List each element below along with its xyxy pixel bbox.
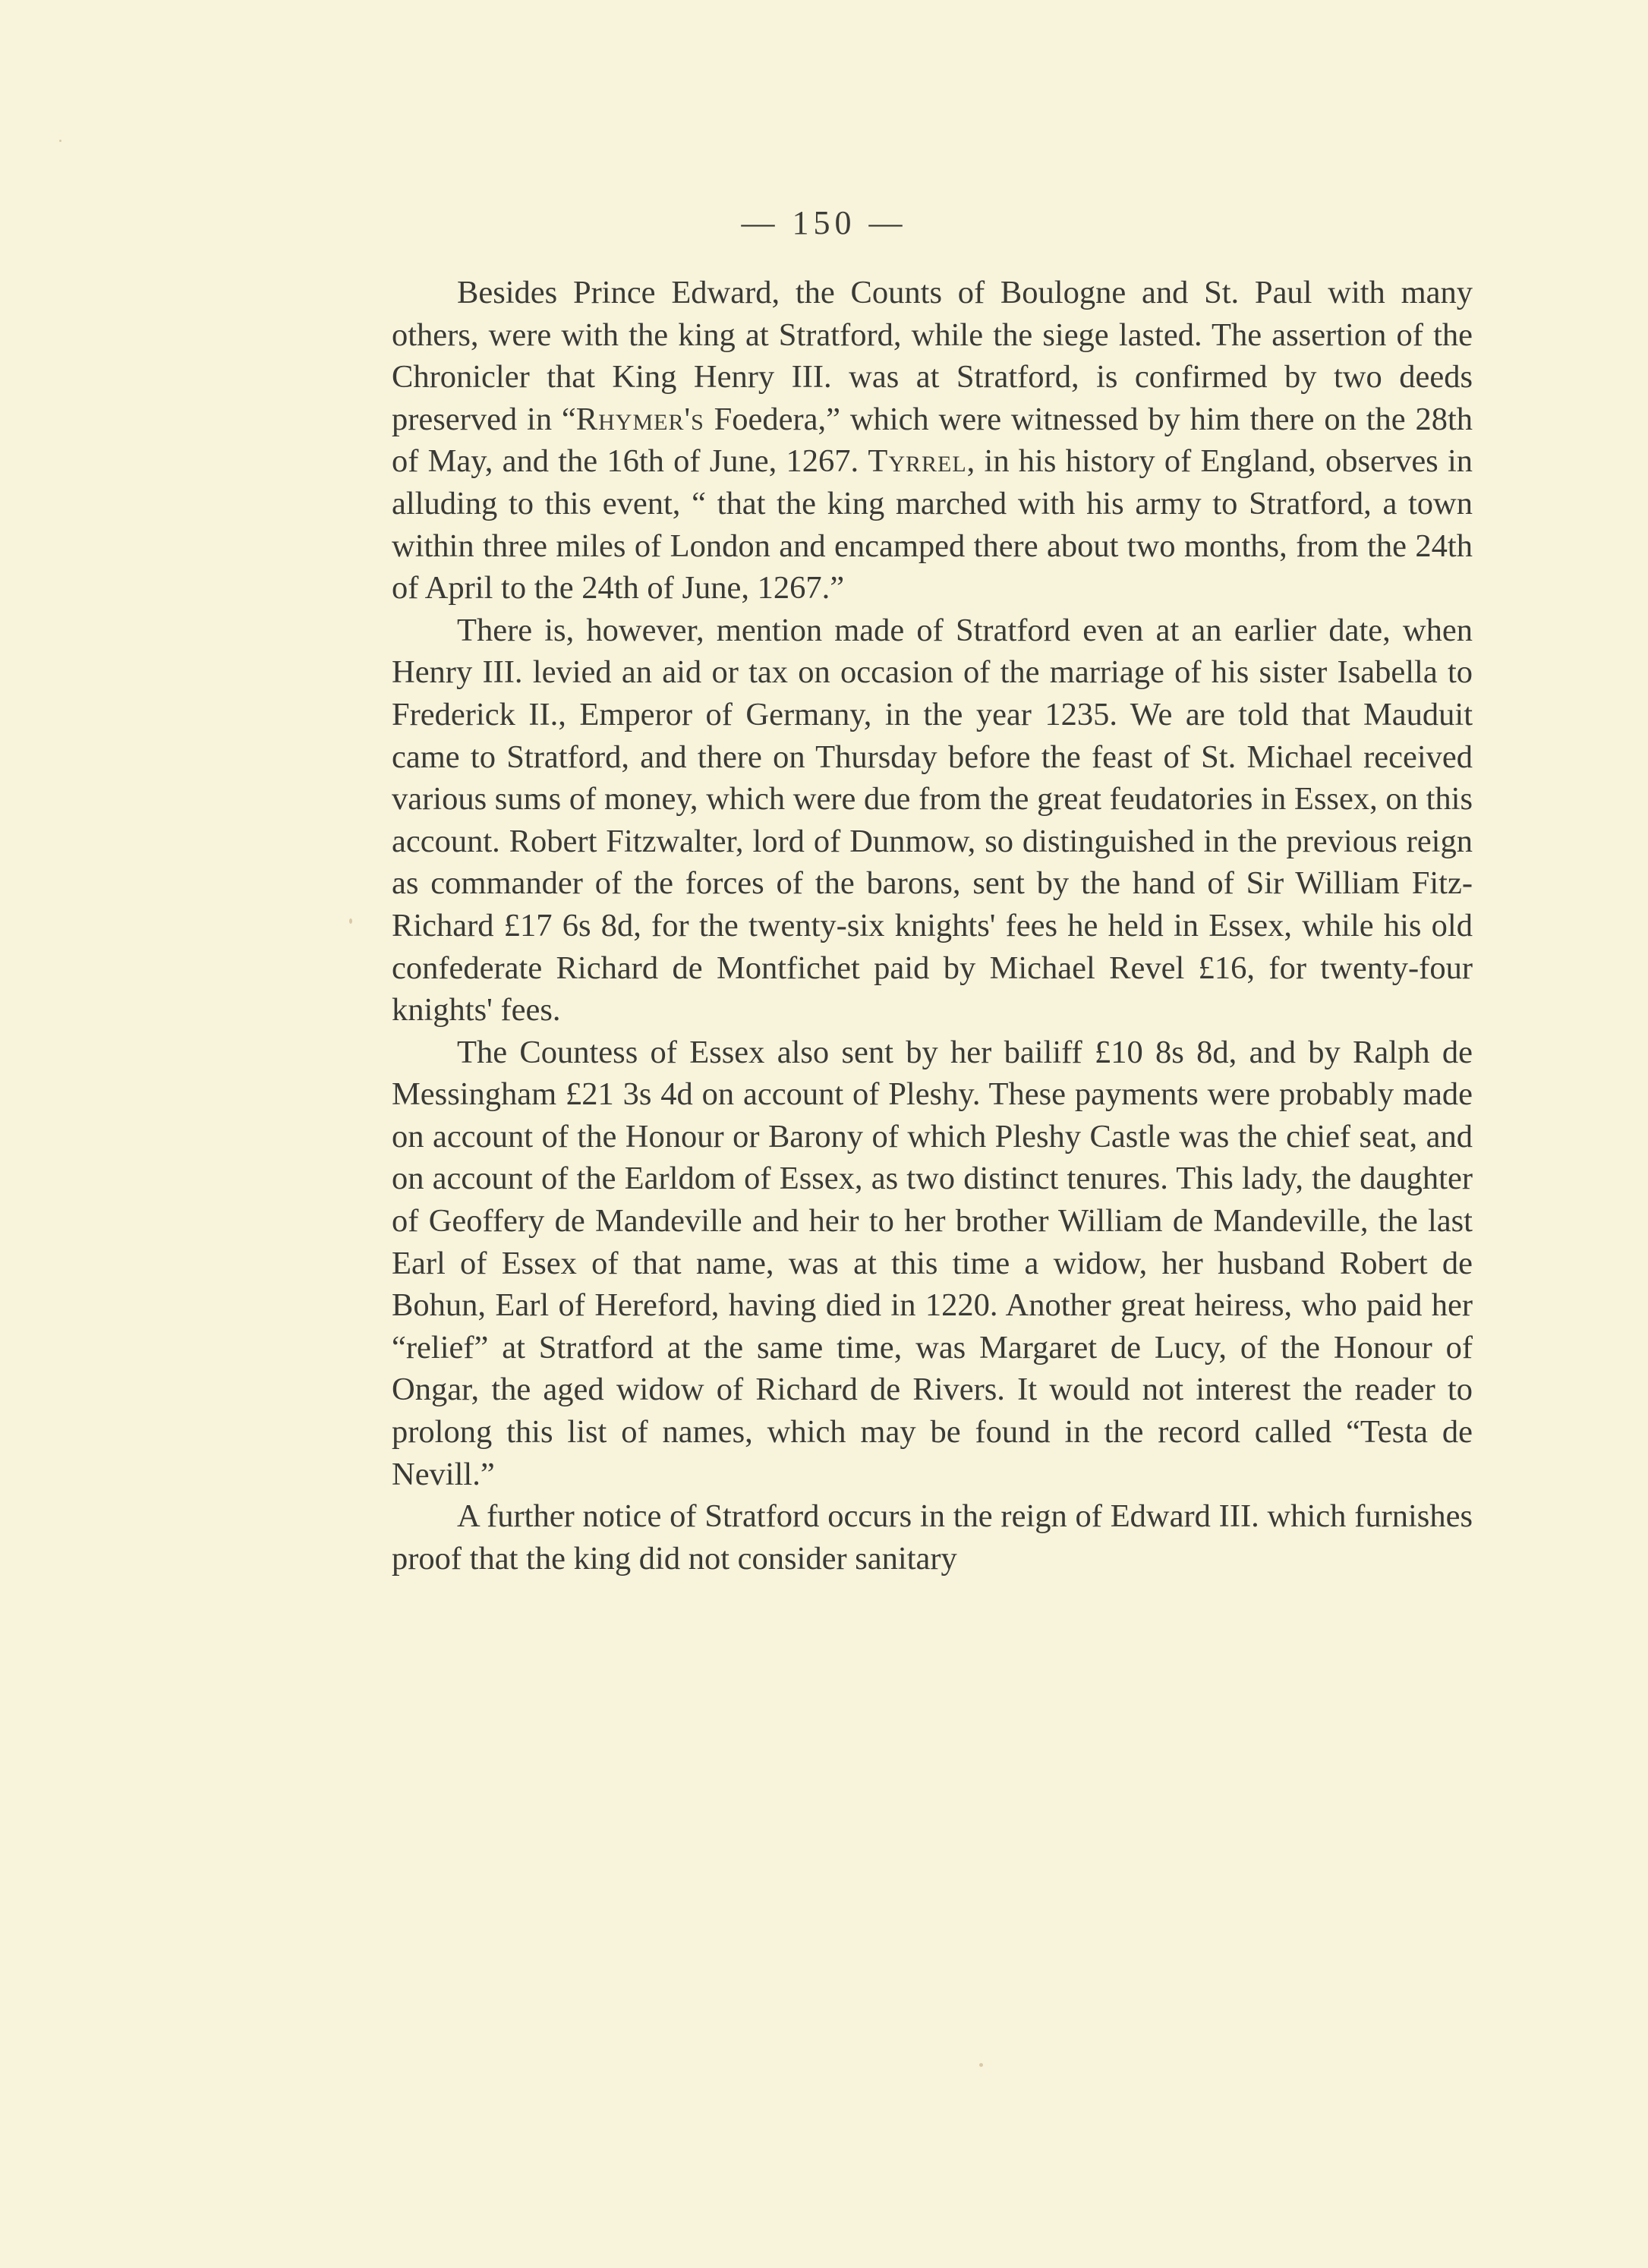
text-segment-small-caps: Rhymer's — [575, 401, 704, 437]
text-segment: A further notice of Stratford occurs in the reign of Edward III. which furnishes proof that the king did not consider sanitary — [392, 1498, 1473, 1577]
text-segment: Foedera,” which were witnessed by him there on the 28th of May, and the 16th of June, 1267. — [392, 401, 1473, 480]
text-segment: There is, however, mention made of Stratford even at an earlier date, when Henry III. levied an aid or tax on occasion of the marriage of his sister Isabella to Frederick II., Emperor of Germany, in the year 1235. We are told that Mauduit came to Stratford, and there on Thursday before the feast of St. Michael received various sums of money, which were due from the great feudatories in Essex, on this account. Robert Fitzwalter, lord of Dunmow, so distinguished in the previous reign as commander of the forces of the barons, sent by the hand of Sir William Fitz-Richard £17 6s 8d, for the twenty-six knights' fees he held in Essex, while his old confederate Richard de Montfichet paid by Michael Revel £16, for twenty-four knights' fees. — [392, 612, 1473, 1028]
paper-speck — [979, 2063, 983, 2067]
paper-speck — [59, 140, 61, 142]
paragraph — [392, 1495, 1473, 1580]
paragraph — [392, 1032, 1473, 1496]
text-segment-small-caps: Tyrrel — [868, 443, 967, 480]
paragraph — [392, 610, 1473, 1032]
paper-speck — [349, 918, 352, 924]
body-text — [392, 272, 1473, 1580]
paragraph — [392, 272, 1473, 610]
page-number: — 150 — — [741, 204, 907, 241]
text-segment: Besides Prince Edward, the Counts of Boulogne and St. Paul with many others, were with the king at Stratford, while the siege lasted. The assertion of the Chronicler that King Henry III. was at Stratford, is confirmed by two deeds preserved in “ — [392, 275, 1473, 437]
text-segment: The Countess of Essex also sent by her bailiff £10 8s 8d, and by Ralph de Messingham £21 3s 4d on account of Pleshy. These payments were probably made on account of the Honour or Barony of which Pleshy Castle was the chief seat, and on account of the Earldom of Essex, as two distinct tenures. This lady, the daughter of Geoffery de Mandeville and heir to her brother William de Mandeville, the last Earl of Essex of that name, was at this time a widow, her husband Robert de Bohun, Earl of Hereford, having died in 1220. Another great heiress, who paid her “relief” at Stratford at the same time, was Margaret de Lucy, of the Honour of Ongar, the aged widow of Richard de Rivers. It would not interest the reader to prolong this list of names, which may be found in the record called “Testa de Nevill.” — [392, 1034, 1473, 1492]
text-segment: , in his history of England, observes in alluding to this event, “ that the king marched with his army to Stratford, a town within three miles of London and encamped there about two months, from the 24th of April to the 24th of June, 1267.” — [392, 443, 1473, 606]
